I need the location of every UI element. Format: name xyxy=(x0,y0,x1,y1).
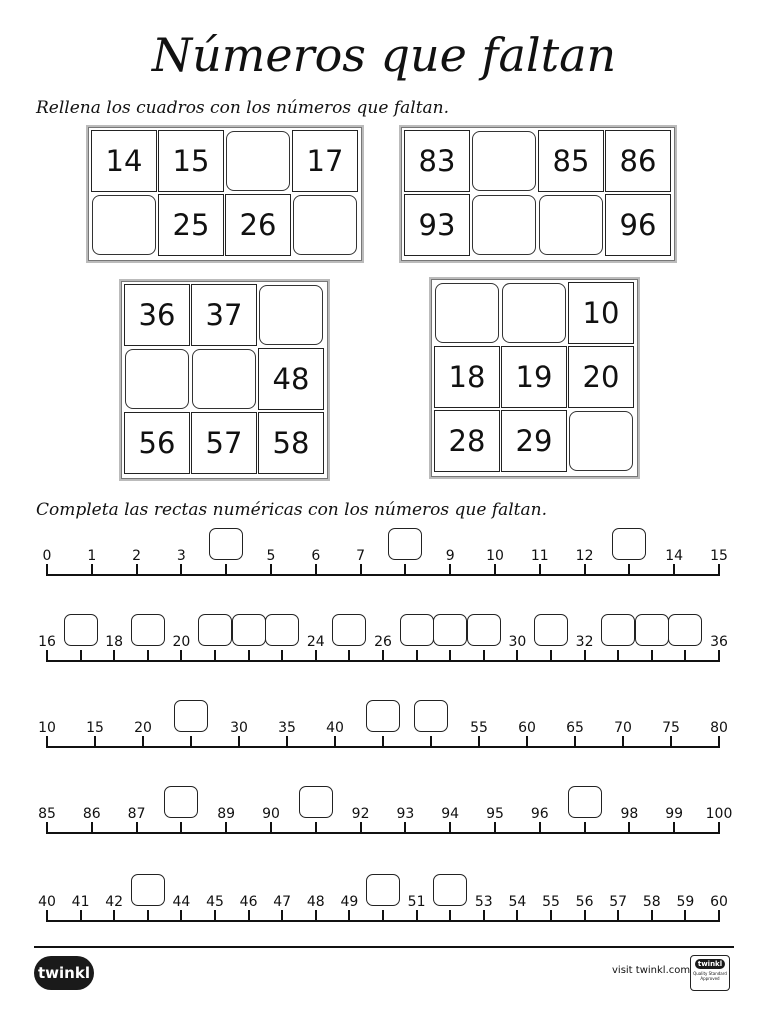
number-cell: 37 xyxy=(191,284,257,346)
number-line-tick xyxy=(46,564,48,576)
number-line-tick xyxy=(670,736,672,748)
number-line-tick xyxy=(248,910,250,922)
number-line-tick xyxy=(673,564,675,576)
answer-box[interactable] xyxy=(612,528,646,560)
number-line-tick xyxy=(225,822,227,834)
number-line-tick xyxy=(584,650,586,662)
number-line-tick xyxy=(449,564,451,576)
tick-label: 15 xyxy=(86,720,104,736)
answer-box[interactable] xyxy=(332,614,366,646)
number-line-tick xyxy=(46,736,48,748)
number-cell: 28 xyxy=(434,410,500,472)
number-line-tick xyxy=(539,564,541,576)
number-cell: 18 xyxy=(434,346,500,408)
number-line-tick xyxy=(348,650,350,662)
number-line-tick xyxy=(449,822,451,834)
tick-label: 53 xyxy=(474,894,493,910)
tick-label: 16 xyxy=(38,634,56,650)
number-line-tick xyxy=(270,822,272,834)
number-line xyxy=(38,806,733,834)
number-cell: 17 xyxy=(292,130,358,192)
number-line-tick xyxy=(113,650,115,662)
answer-box[interactable] xyxy=(164,786,198,818)
number-line-tick xyxy=(315,910,317,922)
number-line-axis xyxy=(47,574,719,576)
tick-label: 0 xyxy=(42,548,52,564)
answer-box[interactable] xyxy=(192,349,256,409)
number-line-tick xyxy=(449,910,451,922)
tick-label: 100 xyxy=(705,806,733,822)
answer-box[interactable] xyxy=(226,131,290,191)
number-line-tick xyxy=(214,910,216,922)
tick-label: 20 xyxy=(172,634,191,650)
number-line xyxy=(38,634,728,662)
answer-box[interactable] xyxy=(259,285,323,345)
number-cell: 26 xyxy=(225,194,291,256)
number-line-tick xyxy=(46,910,48,922)
number-line-tick xyxy=(673,822,675,834)
number-line-tick xyxy=(483,910,485,922)
tick-label: 12 xyxy=(575,548,594,564)
number-line-tick xyxy=(449,650,451,662)
number-line-tick xyxy=(334,736,336,748)
number-line-tick xyxy=(617,910,619,922)
number-line-tick xyxy=(550,650,552,662)
number-line-tick xyxy=(180,822,182,834)
tick-label: 9 xyxy=(445,548,455,564)
number-line-tick xyxy=(718,736,720,748)
badge-subtitle: Quality Standard Approved xyxy=(693,971,727,981)
tick-label: 7 xyxy=(356,548,366,564)
answer-box[interactable] xyxy=(174,700,208,732)
number-line-tick xyxy=(136,822,138,834)
answer-box[interactable] xyxy=(539,195,603,255)
answer-box[interactable] xyxy=(433,614,467,646)
tick-label: 11 xyxy=(530,548,549,564)
number-line-tick xyxy=(622,736,624,748)
tick-label: 58 xyxy=(642,894,661,910)
answer-box[interactable] xyxy=(534,614,568,646)
number-line-tick xyxy=(180,564,182,576)
tick-label: 10 xyxy=(486,548,504,564)
number-line-tick xyxy=(315,822,317,834)
answer-box[interactable] xyxy=(64,614,98,646)
number-line-tick xyxy=(478,736,480,748)
number-line-tick xyxy=(430,736,432,748)
tick-label: 18 xyxy=(105,634,124,650)
tick-label: 40 xyxy=(38,894,56,910)
number-line-tick xyxy=(270,564,272,576)
tick-label: 2 xyxy=(132,548,142,564)
number-line-tick xyxy=(94,736,96,748)
number-line-tick xyxy=(404,822,406,834)
tick-label: 87 xyxy=(127,806,146,822)
answer-box[interactable] xyxy=(502,283,566,343)
answer-box[interactable] xyxy=(467,614,501,646)
number-cell: 48 xyxy=(258,348,324,410)
tick-label: 55 xyxy=(470,720,488,736)
number-line xyxy=(38,894,728,922)
number-line-tick xyxy=(718,564,720,576)
answer-box[interactable] xyxy=(125,349,189,409)
number-line xyxy=(42,548,728,576)
answer-box[interactable] xyxy=(265,614,299,646)
number-line-tick xyxy=(248,650,250,662)
number-line-tick xyxy=(113,910,115,922)
tick-label: 20 xyxy=(134,720,152,736)
number-line-tick xyxy=(574,736,576,748)
number-line-tick xyxy=(550,910,552,922)
tick-label: 14 xyxy=(665,548,684,564)
number-line-tick xyxy=(315,650,317,662)
tick-label: 55 xyxy=(542,894,560,910)
answer-box[interactable] xyxy=(433,874,467,906)
number-line-tick xyxy=(147,650,149,662)
answer-box[interactable] xyxy=(131,874,165,906)
quality-badge xyxy=(690,955,730,991)
number-line-tick xyxy=(80,910,82,922)
answer-box[interactable] xyxy=(472,131,536,191)
tick-label: 35 xyxy=(278,720,296,736)
number-line-tick xyxy=(180,910,182,922)
number-line-tick xyxy=(651,910,653,922)
number-line-tick xyxy=(628,822,630,834)
tick-label: 36 xyxy=(710,634,728,650)
number-line-tick xyxy=(147,910,149,922)
number-line-tick xyxy=(136,564,138,576)
twinkl-logo: twinkl xyxy=(34,956,94,990)
number-cell: 20 xyxy=(568,346,634,408)
tick-label: 57 xyxy=(609,894,628,910)
answer-box[interactable] xyxy=(568,786,602,818)
tick-label: 65 xyxy=(566,720,584,736)
tick-label: 92 xyxy=(351,806,370,822)
number-line-tick xyxy=(281,910,283,922)
answer-box[interactable] xyxy=(92,195,156,255)
tick-label: 60 xyxy=(710,894,728,910)
tick-label: 49 xyxy=(340,894,359,910)
answer-box[interactable] xyxy=(635,614,669,646)
number-cell: 25 xyxy=(158,194,224,256)
number-line-tick xyxy=(718,910,720,922)
number-line-tick xyxy=(46,650,48,662)
badge-title: twinkl xyxy=(695,959,725,969)
number-line-tick xyxy=(286,736,288,748)
tick-label: 32 xyxy=(575,634,594,650)
number-line-tick xyxy=(516,910,518,922)
number-line xyxy=(38,720,728,748)
number-cell: 96 xyxy=(605,194,671,256)
number-cell: 15 xyxy=(158,130,224,192)
tick-label: 94 xyxy=(441,806,460,822)
number-line-tick xyxy=(315,564,317,576)
number-line-axis xyxy=(47,832,719,834)
number-line-tick xyxy=(483,650,485,662)
number-line-tick xyxy=(684,910,686,922)
number-line-tick xyxy=(684,650,686,662)
tick-label: 98 xyxy=(620,806,639,822)
number-line-tick xyxy=(348,910,350,922)
number-line-tick xyxy=(584,822,586,834)
number-line-tick xyxy=(651,650,653,662)
number-cell: 14 xyxy=(91,130,157,192)
answer-box[interactable] xyxy=(569,411,633,471)
number-line-tick xyxy=(617,650,619,662)
tick-label: 30 xyxy=(230,720,248,736)
answer-box[interactable] xyxy=(601,614,635,646)
number-line-tick xyxy=(225,564,227,576)
tick-label: 80 xyxy=(710,720,728,736)
number-line-tick xyxy=(539,822,541,834)
tick-label: 10 xyxy=(38,720,56,736)
tick-label: 51 xyxy=(407,894,426,910)
tick-label: 5 xyxy=(266,548,276,564)
number-cell: 10 xyxy=(568,282,634,344)
answer-box[interactable] xyxy=(472,195,536,255)
tick-label: 85 xyxy=(38,806,56,822)
answer-box[interactable] xyxy=(232,614,266,646)
tick-label: 3 xyxy=(176,548,186,564)
number-cell: 36 xyxy=(124,284,190,346)
tick-label: 75 xyxy=(662,720,680,736)
answer-box[interactable] xyxy=(299,786,333,818)
number-line-tick xyxy=(382,910,384,922)
answer-box[interactable] xyxy=(366,700,400,732)
number-cell: 57 xyxy=(191,412,257,474)
tick-label: 46 xyxy=(239,894,258,910)
answer-box[interactable] xyxy=(198,614,232,646)
number-line-tick xyxy=(91,564,93,576)
number-line-tick xyxy=(238,736,240,748)
number-line-tick xyxy=(382,650,384,662)
tick-label: 95 xyxy=(486,806,504,822)
tick-label: 86 xyxy=(82,806,101,822)
tick-label: 30 xyxy=(508,634,527,650)
answer-box[interactable] xyxy=(293,195,357,255)
number-line-tick xyxy=(80,650,82,662)
tick-label: 48 xyxy=(306,894,325,910)
number-line-tick xyxy=(494,564,496,576)
number-cell: 86 xyxy=(605,130,671,192)
number-line-tick xyxy=(516,650,518,662)
answer-box[interactable] xyxy=(209,528,243,560)
tick-label: 70 xyxy=(614,720,632,736)
tick-label: 90 xyxy=(262,806,280,822)
number-cell: 93 xyxy=(404,194,470,256)
tick-label: 6 xyxy=(311,548,321,564)
instruction-number-lines: Completa las rectas numéricas con los números que faltan. xyxy=(36,500,547,520)
tick-label: 96 xyxy=(530,806,549,822)
number-line-tick xyxy=(142,736,144,748)
visit-link[interactable]: visit twinkl.com xyxy=(612,965,691,976)
answer-box[interactable] xyxy=(435,283,499,343)
answer-box[interactable] xyxy=(388,528,422,560)
number-line-tick xyxy=(628,564,630,576)
tick-label: 93 xyxy=(396,806,415,822)
number-line-tick xyxy=(718,822,720,834)
tick-label: 54 xyxy=(508,894,527,910)
number-line-tick xyxy=(281,650,283,662)
answer-box[interactable] xyxy=(131,614,165,646)
number-line-tick xyxy=(584,564,586,576)
number-line-tick xyxy=(526,736,528,748)
tick-label: 89 xyxy=(217,806,236,822)
number-cell: 58 xyxy=(258,412,324,474)
number-line-tick xyxy=(416,650,418,662)
page-title: Números que faltan xyxy=(151,28,617,82)
tick-label: 15 xyxy=(710,548,728,564)
number-line-tick xyxy=(91,822,93,834)
number-line-tick xyxy=(382,736,384,748)
tick-label: 59 xyxy=(676,894,695,910)
number-line-tick xyxy=(180,650,182,662)
answer-box[interactable] xyxy=(414,700,448,732)
answer-box[interactable] xyxy=(668,614,702,646)
tick-label: 41 xyxy=(71,894,90,910)
tick-label: 56 xyxy=(575,894,594,910)
tick-label: 45 xyxy=(206,894,224,910)
number-line-tick xyxy=(584,910,586,922)
number-cell: 83 xyxy=(404,130,470,192)
number-line-tick xyxy=(404,564,406,576)
number-line-tick xyxy=(214,650,216,662)
tick-label: 24 xyxy=(306,634,325,650)
number-cell: 29 xyxy=(501,410,567,472)
tick-label: 47 xyxy=(273,894,292,910)
number-cell: 19 xyxy=(501,346,567,408)
number-line-tick xyxy=(360,564,362,576)
number-line-tick xyxy=(46,822,48,834)
number-line-tick xyxy=(360,822,362,834)
number-line-tick xyxy=(190,736,192,748)
answer-box[interactable] xyxy=(366,874,400,906)
number-line-tick xyxy=(718,650,720,662)
number-cell: 56 xyxy=(124,412,190,474)
answer-box[interactable] xyxy=(400,614,434,646)
number-line-tick xyxy=(416,910,418,922)
instruction-grids: Rellena los cuadros con los números que faltan. xyxy=(36,98,450,118)
tick-label: 60 xyxy=(518,720,536,736)
tick-label: 42 xyxy=(105,894,124,910)
number-cell: 85 xyxy=(538,130,604,192)
number-line-tick xyxy=(494,822,496,834)
tick-label: 99 xyxy=(665,806,684,822)
footer-divider xyxy=(34,946,734,948)
tick-label: 44 xyxy=(172,894,191,910)
tick-label: 26 xyxy=(374,634,392,650)
tick-label: 40 xyxy=(326,720,344,736)
tick-label: 1 xyxy=(87,548,97,564)
